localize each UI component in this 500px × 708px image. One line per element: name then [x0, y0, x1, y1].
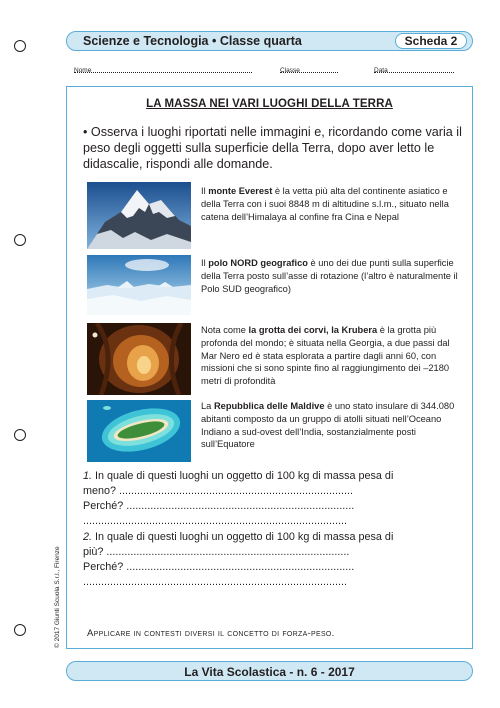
- caption-maldives: La Repubblica delle Maldive è uno stato insulare di 344.080 abitanti composto da un gruppo di atolli situati nell’Oceano Indiano a sud-ovest dell’India, sostanzialmente posti sull’Equatore: [201, 401, 455, 450]
- subject-title: Scienze e Tecnologia • Classe quarta: [83, 34, 302, 48]
- header-bar: [66, 31, 473, 51]
- everest-photo: [87, 182, 191, 249]
- answer-line-extra[interactable]: ........................................................................................: [83, 515, 347, 527]
- answer-line-extra[interactable]: ........................................................................................: [83, 576, 347, 588]
- question-2: 2. In quale di questi luoghi un oggetto di 100 kg di massa pesa di: [83, 531, 394, 543]
- magazine-issue: La Vita Scolastica - n. 6 - 2017: [184, 665, 355, 679]
- caption-north-pole: Il polo NORD geografico è uno dei due punti sulla superficie della Terra posto sull’asse di rotazione (l’altro è naturalmente il Polo SUD geografico): [201, 258, 458, 294]
- name-label: Nome: [74, 67, 92, 74]
- class-label: Classe: [280, 67, 300, 74]
- north-pole-photo: [87, 255, 191, 315]
- footer-bar: [66, 661, 473, 681]
- question-1: 1. In quale di questi luoghi un oggetto di 100 kg di massa pesa di: [83, 470, 394, 482]
- binder-hole: [14, 624, 26, 636]
- class-field[interactable]: [280, 67, 338, 73]
- binder-hole: [14, 234, 26, 246]
- why-line[interactable]: Perché? ............................................................................: [83, 561, 355, 573]
- answer-line[interactable]: meno? ..............................................................................: [83, 485, 353, 497]
- sheet-tab: Scheda 2: [395, 33, 467, 49]
- date-label: Data: [374, 67, 388, 74]
- instructions: • Osserva i luoghi riportati nelle immagini e, ricordando come varia il peso degli oggetti sulla superficie della Terra, dopo aver letto le didascalie, rispondi alle domande.: [83, 125, 462, 171]
- copyright-notice: © 2017 Giunti Scuola S.r.l., Firenze: [54, 546, 61, 648]
- binder-hole: [14, 40, 26, 52]
- student-fields: [74, 67, 474, 79]
- date-field[interactable]: [374, 67, 454, 73]
- binder-hole: [14, 429, 26, 441]
- name-field[interactable]: [74, 67, 252, 73]
- caption-everest: Il monte Everest è la vetta più alta del continente asiatico e della Terra con i suoi 8848 m di altitudine s.l.m., situato nella catena dell’Himalaya al confine fra Cina e Nepal: [201, 186, 449, 222]
- worksheet-box: [66, 86, 473, 649]
- maldives-photo: [87, 400, 191, 462]
- caption-krubera: Nota come la grotta dei corvi, la Krubera è la grotta più profonda del mondo; è situata nella Georgia, a due passi dal Mar Nero ed è stata esplorata a partire dagli anni 60, con missioni che si sono spinte fino al raggiungimento dei –2180 metri di profondità: [201, 325, 450, 387]
- worksheet-title: LA MASSA NEI VARI LUOGHI DELLA TERRA: [146, 98, 393, 110]
- krubera-cave-photo: [87, 323, 191, 395]
- learning-objective: Applicare in contesti diversi il concetto di forza-peso.: [87, 628, 335, 639]
- answer-line[interactable]: più? .................................................................................: [83, 546, 350, 558]
- why-line[interactable]: Perché? ............................................................................: [83, 500, 355, 512]
